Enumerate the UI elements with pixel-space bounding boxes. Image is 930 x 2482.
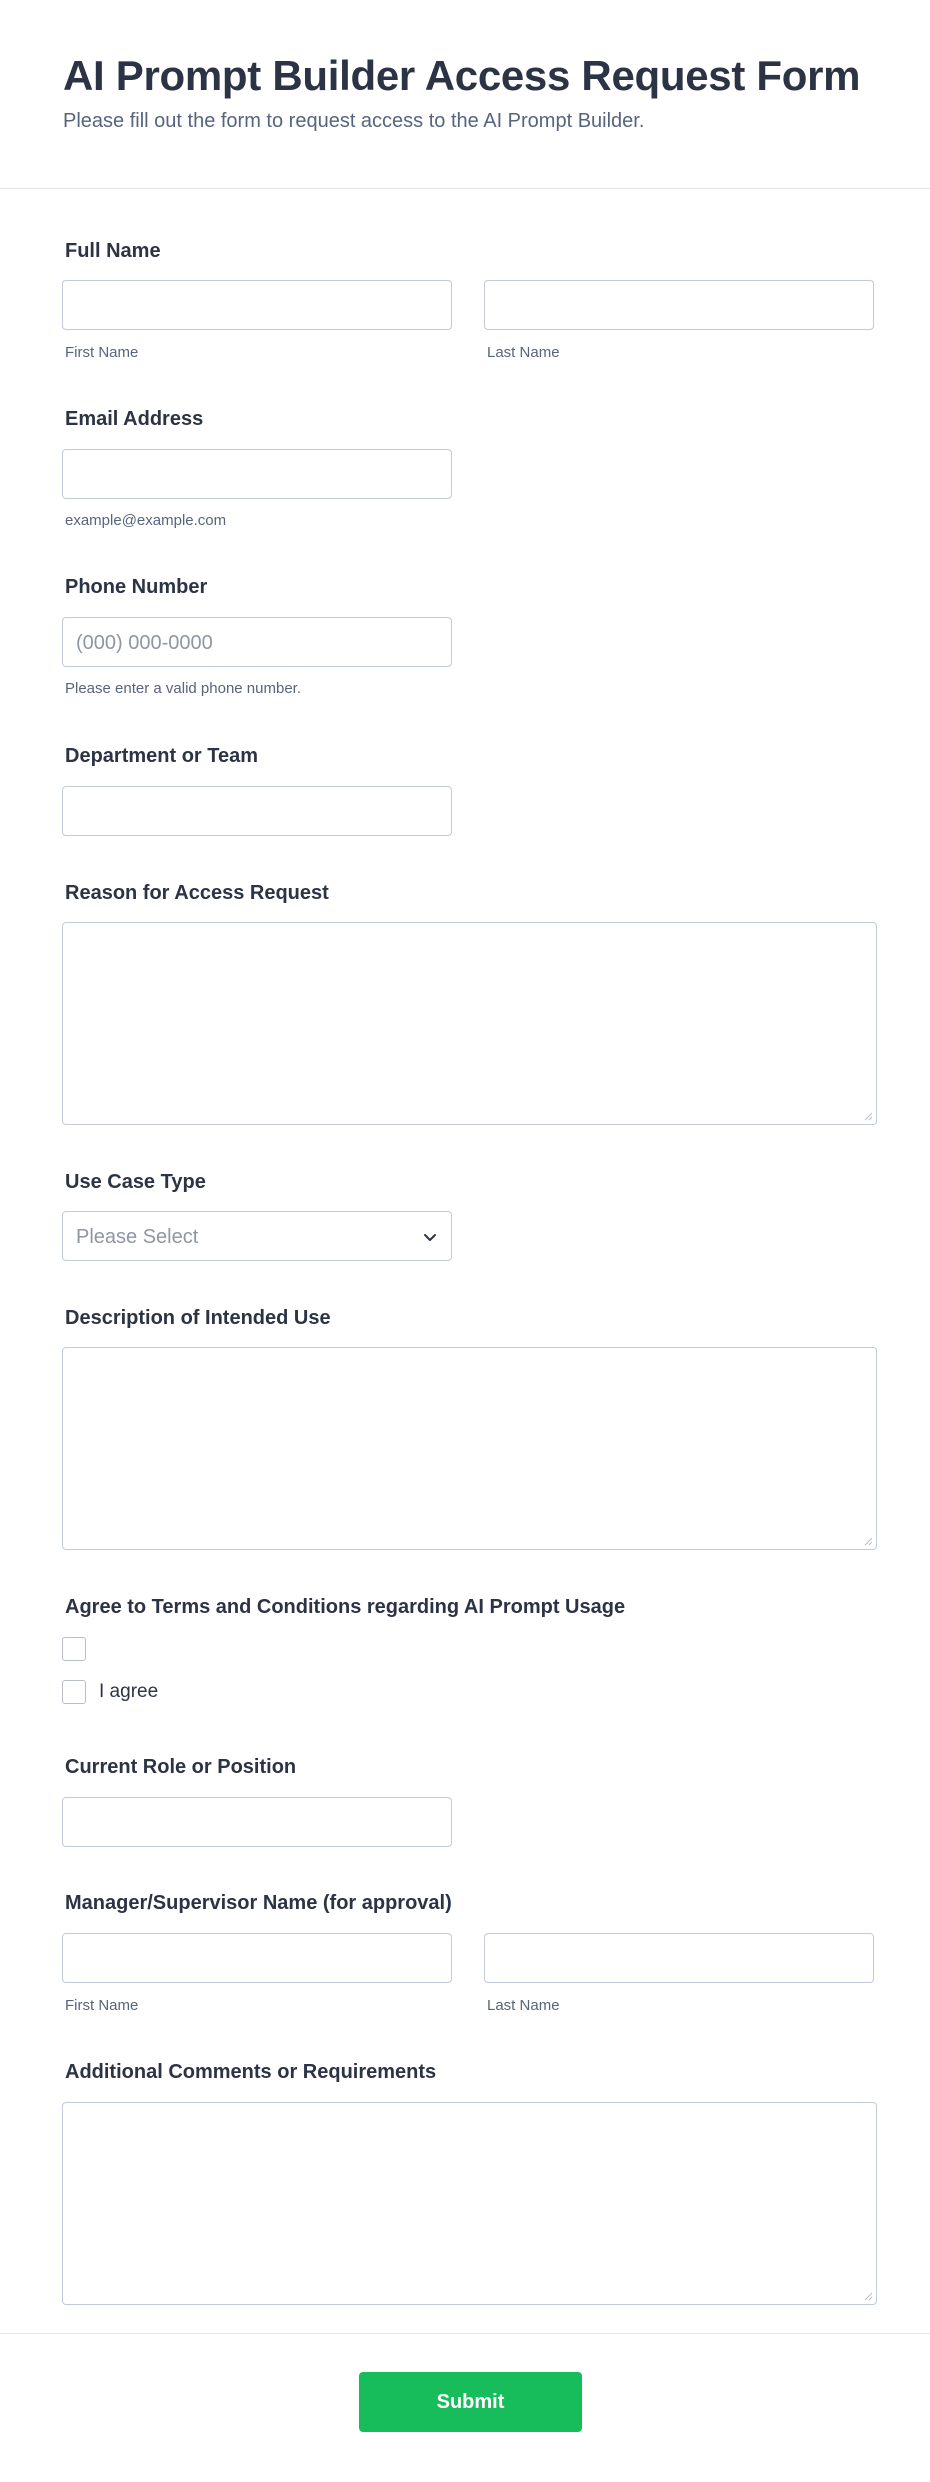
comments-textarea[interactable]: [62, 2102, 877, 2305]
reason-label: Reason for Access Request: [65, 882, 329, 904]
use-case-label: Use Case Type: [65, 1171, 206, 1193]
terms-checkbox-blank[interactable]: [62, 1637, 86, 1661]
reason-textarea[interactable]: [62, 922, 877, 1125]
manager-first-name-input[interactable]: [62, 1933, 452, 1983]
last-name-sublabel: Last Name: [487, 344, 560, 361]
role-input[interactable]: [62, 1797, 452, 1847]
full-name-label: Full Name: [65, 240, 161, 262]
phone-placeholder: (000) 000-0000: [76, 632, 213, 654]
resize-grip-icon[interactable]: [863, 2291, 873, 2301]
first-name-sublabel: First Name: [65, 344, 139, 361]
email-sublabel: example@example.com: [65, 512, 227, 529]
submit-button[interactable]: Submit: [359, 2372, 582, 2432]
chevron-down-icon: [421, 1228, 439, 1246]
terms-label: Agree to Terms and Conditions regarding AI Prompt Usage: [65, 1596, 626, 1618]
manager-last-name-input[interactable]: [484, 1933, 874, 1983]
comments-label: Additional Comments or Requirements: [65, 2061, 437, 2083]
resize-grip-icon[interactable]: [863, 1111, 873, 1121]
resize-grip-icon[interactable]: [863, 1536, 873, 1546]
role-label: Current Role or Position: [65, 1756, 297, 1778]
last-name-input[interactable]: [484, 280, 874, 330]
terms-checkbox-agree[interactable]: [62, 1680, 86, 1704]
manager-last-name-sublabel: Last Name: [487, 1997, 560, 2014]
phone-input[interactable]: [62, 617, 452, 667]
description-label: Description of Intended Use: [65, 1307, 331, 1329]
form-title: AI Prompt Builder Access Request Form: [63, 52, 861, 99]
manager-first-name-sublabel: First Name: [65, 1997, 139, 2014]
description-textarea[interactable]: [62, 1347, 877, 1550]
use-case-selected: Please Select: [76, 1226, 199, 1248]
department-input[interactable]: [62, 786, 452, 836]
department-label: Department or Team: [65, 745, 259, 767]
email-input[interactable]: [62, 449, 452, 499]
first-name-input[interactable]: [62, 280, 452, 330]
email-label: Email Address: [65, 408, 204, 430]
form-header: [0, 0, 930, 189]
phone-sublabel: Please enter a valid phone number.: [65, 680, 301, 697]
phone-label: Phone Number: [65, 576, 208, 598]
manager-label: Manager/Supervisor Name (for approval): [65, 1892, 452, 1914]
terms-agree-label[interactable]: I agree: [99, 1681, 159, 1702]
form-subtitle: Please fill out the form to request access to the AI Prompt Builder.: [63, 110, 645, 132]
use-case-select[interactable]: [62, 1211, 452, 1261]
